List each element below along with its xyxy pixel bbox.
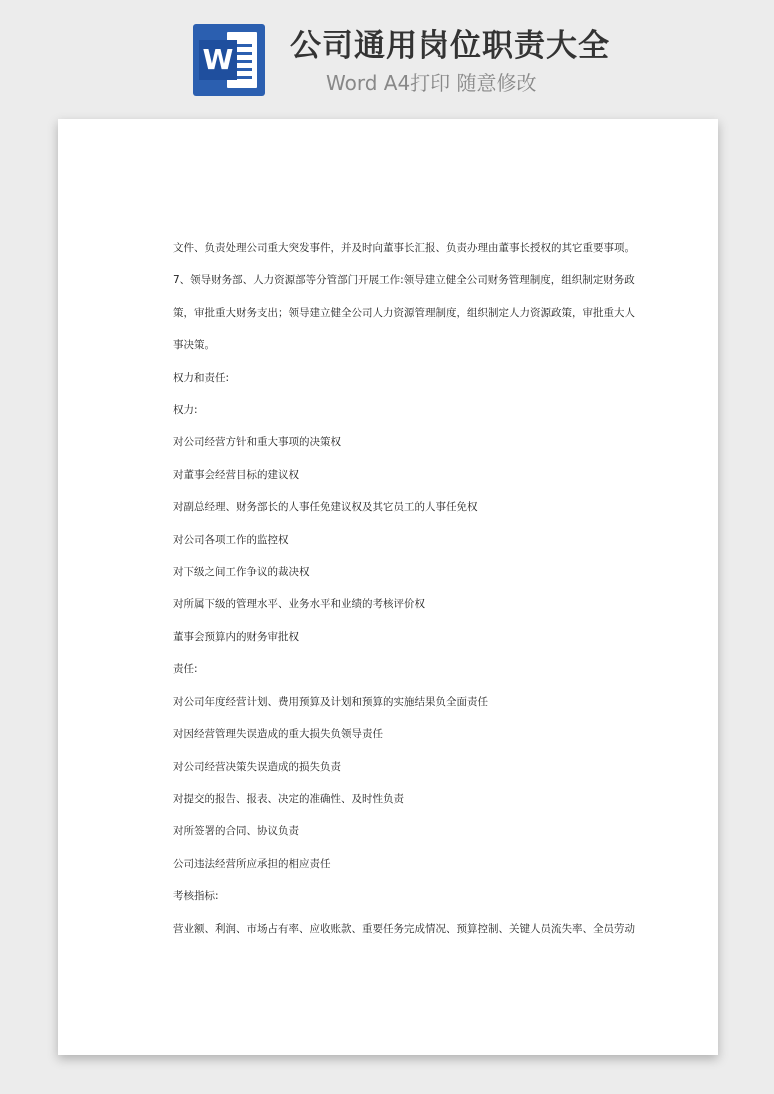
subsection-heading: 责任: <box>173 663 198 676</box>
list-item: 董事会预算内的财务审批权 <box>173 630 299 643</box>
word-icon <box>193 24 265 96</box>
page-subtitle: Word A4打印 随意修改 <box>326 71 537 95</box>
paragraph: 7、领导财务部、人力资源部等分管部门开展工作:领导建立健全公司财务管理制度，组织制定财务政 <box>173 274 635 287</box>
paragraph: 营业额、利润、市场占有率、应收账款、重要任务完成情况、预算控制、关键人员流失率、全员劳动 <box>173 922 635 935</box>
page-title: 公司通用岗位职责大全 <box>290 28 610 64</box>
list-item: 对下级之间工作争议的裁决权 <box>173 566 310 579</box>
list-item: 对副总经理、财务部长的人事任免建议权及其它员工的人事任免权 <box>173 501 478 514</box>
list-item: 对因经营管理失误造成的重大损失负领导责任 <box>173 728 383 741</box>
subsection-heading: 考核指标: <box>173 890 219 903</box>
paragraph: 文件、负责处理公司重大突发事件，并及时向董事长汇报、负责办理由董事长授权的其它重要事项。 <box>173 242 635 254</box>
document-page <box>58 119 718 1055</box>
document-body <box>173 232 635 945</box>
list-item: 对董事会经营目标的建议权 <box>173 468 299 481</box>
header <box>0 0 774 118</box>
subsection-heading: 权力: <box>173 404 198 417</box>
paragraph: 策，审批重大财务支出；领导建立健全公司人力资源管理制度，组织制定人力资源政策，审批重大人 <box>173 306 635 319</box>
list-item: 对公司各项工作的监控权 <box>173 533 289 546</box>
list-item: 对公司年度经营计划、费用预算及计划和预算的实施结果负全面责任 <box>173 695 488 708</box>
word-letter: W <box>199 40 237 80</box>
list-item: 对公司经营决策失误造成的损失负责 <box>173 760 341 773</box>
list-item: 对所签署的合同、协议负责 <box>173 825 299 838</box>
paragraph: 事决策。 <box>173 339 215 352</box>
list-item: 对提交的报告、报表、决定的准确性、及时性负责 <box>173 792 404 805</box>
list-item: 对公司经营方针和重大事项的决策权 <box>173 436 341 449</box>
list-item: 对所属下级的管理水平、业务水平和业绩的考核评价权 <box>173 598 425 611</box>
list-item: 公司违法经营所应承担的相应责任 <box>173 857 331 870</box>
section-heading: 权力和责任: <box>173 371 230 384</box>
